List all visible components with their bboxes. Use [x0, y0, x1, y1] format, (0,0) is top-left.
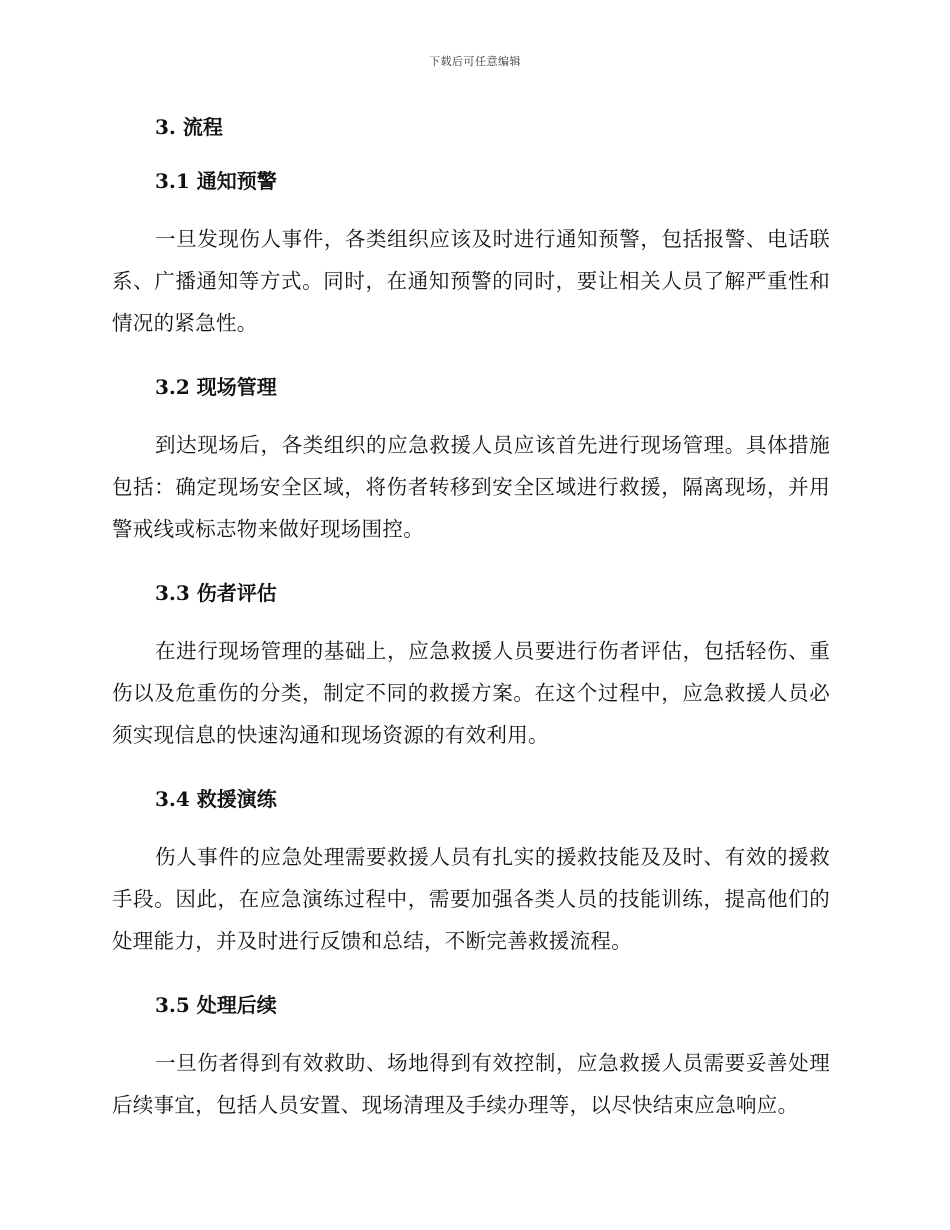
- header-note: 下载后可任意编辑: [429, 55, 521, 68]
- subsection-paragraph-3-2: 到达现场后，各类组织的应急救援人员应该首先进行现场管理。具体措施包括：确定现场安全区域，将伤者转移到安全区域进行救援，隔离现场，并用警戒线或标志物来做好现场围控。: [112, 433, 830, 541]
- subsection-heading-3-5: 3.5 处理后续: [155, 993, 277, 1017]
- subsection-heading-3-2: 3.2 现场管理: [155, 375, 277, 399]
- section-title: 3. 流程: [155, 115, 223, 139]
- document-content: [112, 110, 830, 1152]
- subsection-heading-3-1: 3.1 通知预警: [155, 169, 277, 193]
- subsection-paragraph-3-4: 伤人事件的应急处理需要救援人员有扎实的援救技能及及时、有效的援救手段。因此，在应急演练过程中，需要加强各类人员的技能训练，提高他们的处理能力，并及时进行反馈和总结，不断完善救援流程。: [112, 845, 830, 953]
- subsection-paragraph-3-1: 一旦发现伤人事件，各类组织应该及时进行通知预警，包括报警、电话联系、广播通知等方式。同时，在通知预警的同时，要让相关人员了解严重性和情况的紧急性。: [112, 227, 830, 335]
- subsection-paragraph-3-3: 在进行现场管理的基础上，应急救援人员要进行伤者评估，包括轻伤、重伤以及危重伤的分类，制定不同的救援方案。在这个过程中，应急救援人员必须实现信息的快速沟通和现场资源的有效利用。: [112, 639, 830, 747]
- subsection-heading-3-4: 3.4 救援演练: [155, 787, 277, 811]
- subsection-heading-3-3: 3.3 伤者评估: [155, 581, 277, 605]
- subsection-paragraph-3-5: 一旦伤者得到有效救助、场地得到有效控制，应急救援人员需要妥善处理后续事宜，包括人员安置、现场清理及手续办理等，以尽快结束应急响应。: [112, 1051, 830, 1117]
